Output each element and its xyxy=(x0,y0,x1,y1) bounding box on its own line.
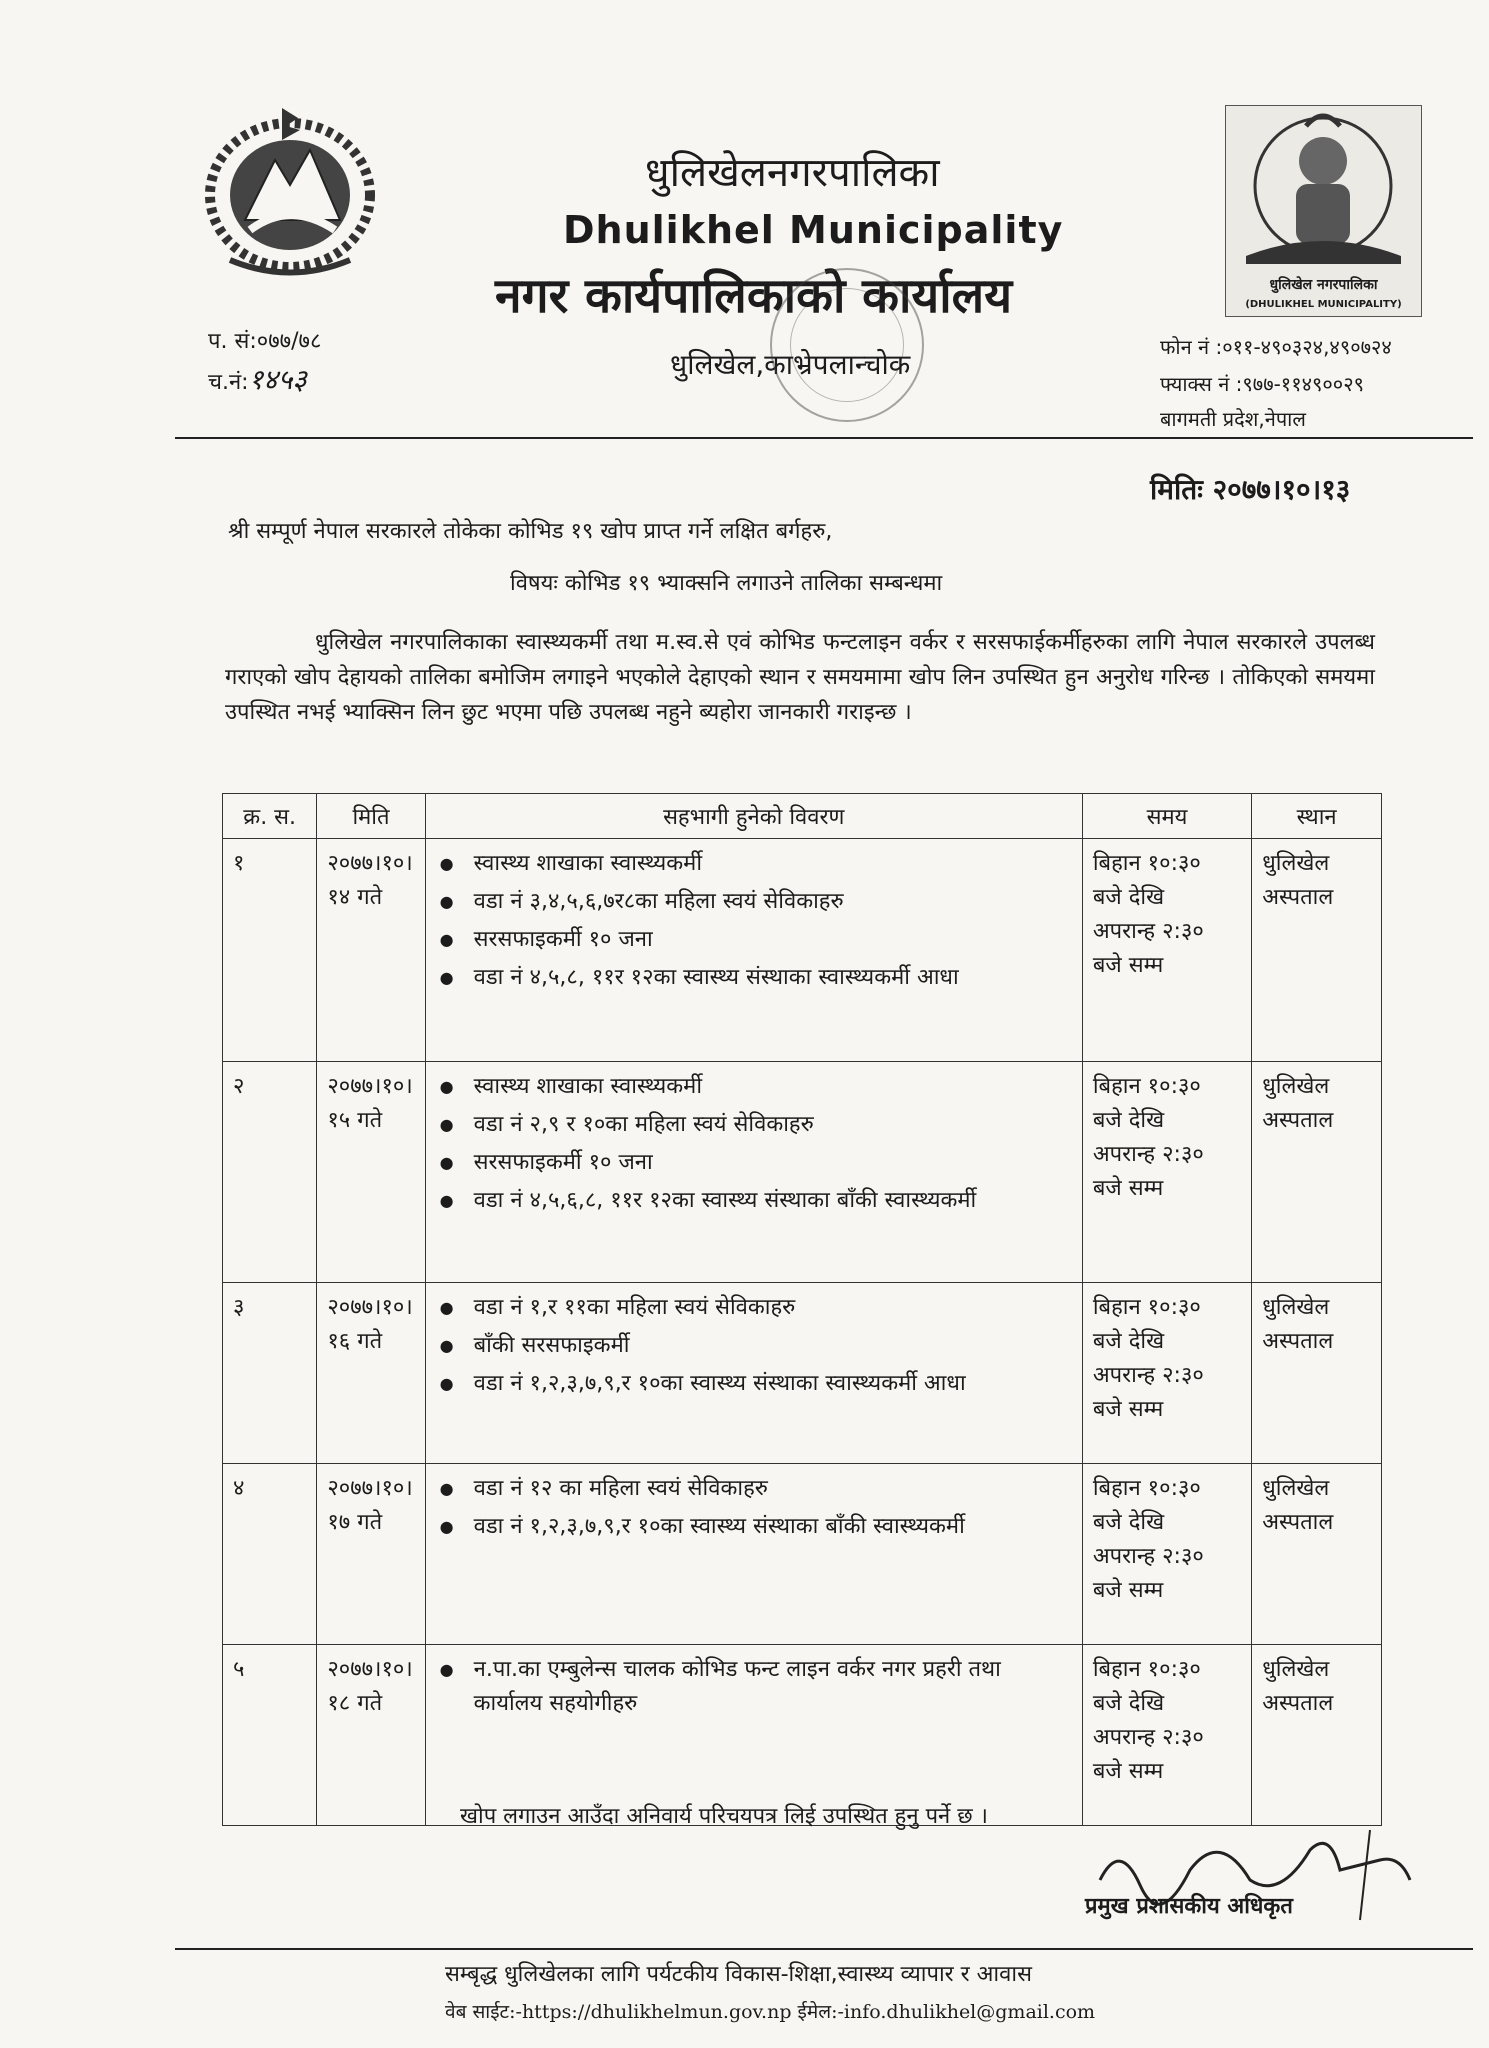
time-line: बजे सम्म xyxy=(1092,1397,1164,1422)
place-line: धुलिखेल xyxy=(1262,851,1330,876)
row-date xyxy=(317,839,425,1062)
dispatch-label: च.नं: xyxy=(208,370,249,395)
dispatch-number-handwritten: १४५३ xyxy=(248,363,307,396)
place-line: धुलिखेल xyxy=(1262,1476,1330,1501)
row-time xyxy=(1082,1464,1251,1645)
row-serial: ४ xyxy=(223,1464,317,1645)
row-participants xyxy=(425,1464,1082,1645)
row-date-value: २०७७।१०। xyxy=(327,851,413,876)
time-line: बजे देखि xyxy=(1092,1510,1165,1535)
header-place: स्थान xyxy=(1252,794,1382,839)
table-row xyxy=(223,1283,1382,1464)
list-item: ● सरसफाइकर्मी १० जना xyxy=(474,923,1072,957)
nepal-emblem-icon xyxy=(190,100,390,280)
row-place xyxy=(1252,1645,1382,1826)
place-line: धुलिखेल xyxy=(1262,1074,1330,1099)
list-item: ● वडा नं ४,५,६,८, ११र १२का स्वास्थ्य संस्थाका बाँकी स्वास्थ्यकर्मी xyxy=(474,1184,1072,1218)
row-date xyxy=(317,1645,425,1826)
place-line: अस्पताल xyxy=(1262,1510,1334,1535)
row-date-value: २०७७।१०। xyxy=(327,1657,413,1682)
row-place xyxy=(1252,839,1382,1062)
row-participants xyxy=(425,1062,1082,1283)
time-line: अपरान्ह २:३० xyxy=(1092,1544,1204,1569)
dispatch-number xyxy=(208,360,307,398)
list-item: ● स्वास्थ्य शाखाका स्वास्थ्यकर्मी xyxy=(474,847,1072,881)
vaccination-schedule-table xyxy=(222,793,1382,1826)
time-line: बजे सम्म xyxy=(1092,1578,1164,1603)
deity-figure-icon xyxy=(1226,106,1421,276)
time-line: बिहान १०:३० xyxy=(1092,1295,1201,1320)
municipality-name-np: धुलिखेलनगरपालिका xyxy=(645,150,940,196)
signatory-title: प्रमुख प्रशासकीय अधिकृत xyxy=(1085,1894,1293,1919)
letter-addressee: श्री सम्पूर्ण नेपाल सरकारले तोकेका कोभिड १९ खोप प्राप्त गर्ने लक्षित बर्गहरु, xyxy=(228,519,833,544)
row-day-value: १६ गते xyxy=(327,1329,383,1354)
row-date xyxy=(317,1464,425,1645)
time-line: बजे देखि xyxy=(1092,1329,1165,1354)
row-serial: ५ xyxy=(223,1645,317,1826)
list-item: ● सरसफाइकर्मी १० जना xyxy=(474,1146,1072,1180)
list-item: ● वडा नं १,२,३,७,९,र १०का स्वास्थ्य संस्थाका बाँकी स्वास्थ्यकर्मी xyxy=(474,1510,1072,1544)
list-item: ● बाँकी सरसफाइकर्मी xyxy=(474,1329,1072,1363)
letter-body: धुलिखेल नगरपालिकाका स्वास्थ्यकर्मी तथा म.स्व.से एवं कोभिड फन्टलाइन वर्कर र सरसफाईकर्मीहरुका लागि नेपाल सरकारले उपलब्ध गराएको खोप देहायको तालिका बमोजिम लगाइने भएकोले देहाएको स्थान र समयमामा खोप लिन उपस्थित हुन अनुरोध गरिन्छ । तोकिएको समयमा उपस्थित नभई भ्याक्सिन लिन छुट भएमा पछि उपलब्ध नहुने ब्यहोरा जानकारी गराइन्छ । xyxy=(225,630,1375,725)
row-place xyxy=(1252,1062,1382,1283)
row-date xyxy=(317,1283,425,1464)
row-participants xyxy=(425,1645,1082,1826)
row-time xyxy=(1082,1283,1251,1464)
row-date-value: २०७७।१०। xyxy=(327,1476,413,1501)
time-line: अपरान्ह २:३० xyxy=(1092,1142,1204,1167)
place-line: धुलिखेल xyxy=(1262,1295,1330,1320)
row-day-value: १४ गते xyxy=(327,885,383,910)
list-item: ● वडा नं २,९ र १०का महिला स्वयं सेविकाहरु xyxy=(474,1108,1072,1142)
reference-number: प. सं:०७७/७८ xyxy=(208,329,322,354)
time-line: बिहान १०:३० xyxy=(1092,1476,1201,1501)
time-line: बजे सम्म xyxy=(1092,953,1164,978)
row-serial: ३ xyxy=(223,1283,317,1464)
header-serial: क्र. स. xyxy=(223,794,317,839)
municipality-name-en: Dhulikhel Municipality xyxy=(563,208,1064,252)
footer-slogan: सम्बृद्ध धुलिखेलका लागि पर्यटकीय विकास-शिक्षा,स्वास्थ्य व्यापार र आवास xyxy=(445,1962,1032,1987)
header-time: समय xyxy=(1082,794,1251,839)
office-stamp xyxy=(770,268,924,422)
row-place xyxy=(1252,1464,1382,1645)
municipality-logo xyxy=(1225,105,1422,317)
list-item: ● वडा नं १,र ११का महिला स्वयं सेविकाहरु xyxy=(474,1291,1072,1325)
row-participants xyxy=(425,1283,1082,1464)
place-line: अस्पताल xyxy=(1262,1691,1334,1716)
time-line: बिहान १०:३० xyxy=(1092,1657,1201,1682)
time-line: बजे सम्म xyxy=(1092,1759,1164,1784)
header-participants: सहभागी हुनेको विवरण xyxy=(425,794,1082,839)
row-serial: २ xyxy=(223,1062,317,1283)
list-item: ● वडा नं १,२,३,७,९,र १०का स्वास्थ्य संस्थाका स्वास्थ्यकर्मी आधा xyxy=(474,1367,1072,1401)
place-line: अस्पताल xyxy=(1262,1108,1334,1133)
row-time xyxy=(1082,839,1251,1062)
id-card-note: खोप लगाउन आउँदा अनिवार्य परिचयपत्र लिई उपस्थित हुनु पर्ने छ । xyxy=(460,1804,989,1829)
place-line: अस्पताल xyxy=(1262,885,1334,910)
row-time xyxy=(1082,1645,1251,1826)
logo-caption-en: (DHULIKHEL MUNICIPALITY) xyxy=(1245,299,1402,310)
row-date-value: २०७७।१०। xyxy=(327,1295,413,1320)
row-place xyxy=(1252,1283,1382,1464)
table-row xyxy=(223,1645,1382,1826)
table-row xyxy=(223,839,1382,1062)
time-line: बिहान १०:३० xyxy=(1092,851,1201,876)
header-date: मिति xyxy=(317,794,425,839)
row-date xyxy=(317,1062,425,1283)
row-date-value: २०७७।१०। xyxy=(327,1074,413,1099)
time-line: बजे देखि xyxy=(1092,885,1165,910)
list-item: ● न.पा.का एम्बुलेन्स चालक कोभिड फन्ट लाइन वर्कर नगर प्रहरी तथा कार्यालय सहयोगीहरु xyxy=(474,1653,1072,1721)
time-line: बजे देखि xyxy=(1092,1691,1165,1716)
footer-divider xyxy=(175,1948,1473,1950)
table-row xyxy=(223,1062,1382,1283)
table-row xyxy=(223,1464,1382,1645)
fax-number: फ्याक्स नं :९७७-११४९००२९ xyxy=(1160,372,1365,396)
phone-number: फोन नं :०११-४९०३२४,४९०७२४ xyxy=(1160,335,1392,359)
list-item: ● वडा नं ४,५,८, ११र १२का स्वास्थ्य संस्थाका स्वास्थ्यकर्मी आधा xyxy=(474,961,1072,995)
logo-caption-np: धुलिखेल नगरपालिका xyxy=(1269,277,1378,293)
place-line: धुलिखेल xyxy=(1262,1657,1330,1682)
list-item: ● स्वास्थ्य शाखाका स्वास्थ्यकर्मी xyxy=(474,1070,1072,1104)
footer-contact: वेब साईट:-https://dhulikhelmun.gov.np ईमेल:-info.dhulikhel@gmail.com xyxy=(445,2001,1096,2023)
place-line: अस्पताल xyxy=(1262,1329,1334,1354)
header-divider xyxy=(175,437,1473,439)
row-time xyxy=(1082,1062,1251,1283)
time-line: बिहान १०:३० xyxy=(1092,1074,1201,1099)
province-address: बागमती प्रदेश,नेपाल xyxy=(1160,407,1306,431)
time-line: अपरान्ह २:३० xyxy=(1092,1725,1204,1750)
row-day-value: १७ गते xyxy=(327,1510,383,1535)
letter-subject: विषयः कोभिड १९ भ्याक्सनि लगाउने तालिका सम्बन्धमा xyxy=(510,571,943,596)
time-line: बजे देखि xyxy=(1092,1108,1165,1133)
row-serial: १ xyxy=(223,839,317,1062)
table-header-row xyxy=(223,794,1382,839)
list-item: ● वडा नं ३,४,५,६,७र८का महिला स्वयं सेविकाहरु xyxy=(474,885,1072,919)
row-day-value: १८ गते xyxy=(327,1691,383,1716)
letter-date: मितिः २०७७।१०।१३ xyxy=(1150,473,1351,506)
time-line: बजे सम्म xyxy=(1092,1176,1164,1201)
row-participants xyxy=(425,839,1082,1062)
time-line: अपरान्ह २:३० xyxy=(1092,919,1204,944)
row-day-value: १५ गते xyxy=(327,1108,383,1133)
office-location: धुलिखेल,काभ्रेपलान्चोक xyxy=(670,348,911,381)
list-item: ● वडा नं १२ का महिला स्वयं सेविकाहरु xyxy=(474,1472,1072,1506)
time-line: अपरान्ह २:३० xyxy=(1092,1363,1204,1388)
office-name: नगर कार्यपालिकाको कार्यालय xyxy=(495,268,1013,324)
